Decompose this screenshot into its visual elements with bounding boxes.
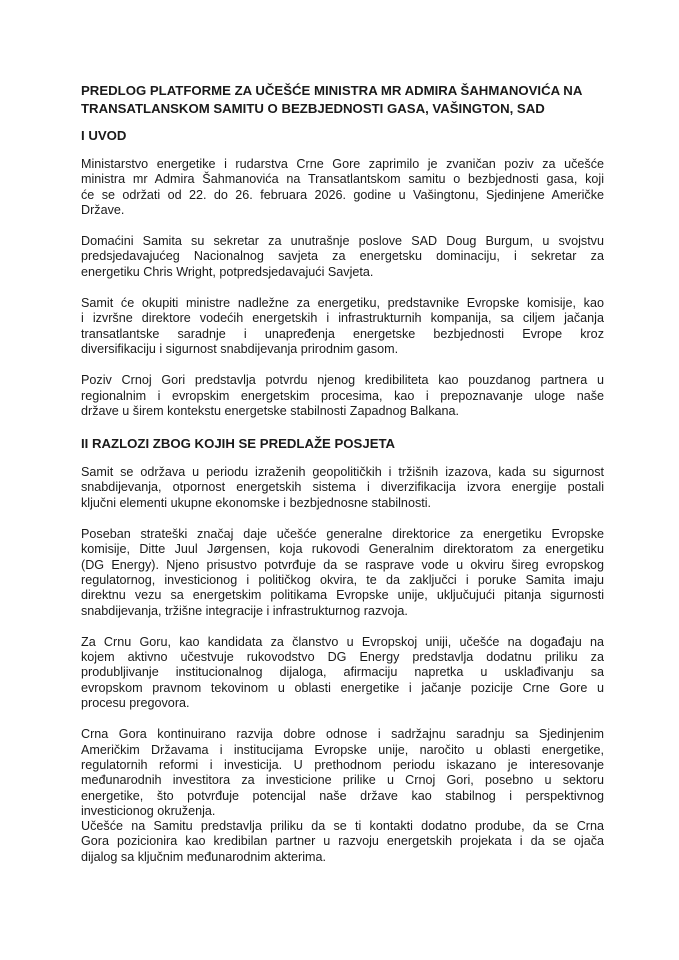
paragraph-line: i izvršne direktore vodećih energetskih i infrastrukturnih kompanija, sa ciljem jačanja [81, 311, 604, 326]
paragraph-line: Gora pozicionira kao kredibilan partner u razvoju energetskih projekata i da se ojača [81, 834, 604, 849]
paragraph-line: Samit će okupiti ministre nadležne za energetiku, predstavnike Evropske komisije, kao [81, 296, 604, 311]
paragraph-line: Ministarstvo energetike i rudarstva Crne Gore zaprimilo je zvaničan poziv za učešće [81, 157, 604, 171]
paragraph-line: komisije, Ditte Juul Jørgensen, koja rukovodi Generalnim direktoratom za energetiku [81, 542, 604, 557]
paragraph-line: ministra mr Admira Šahmanovića na Transatlantskom samitu o bezbjednosti gasa, koji [81, 172, 604, 187]
paragraph-line: investicionog okruženja. [81, 803, 216, 818]
paragraph [81, 635, 604, 711]
paragraph-line: Za Crnu Goru, kao kandidata za članstvo u Evropskoj uniji, učešće na događaju na [81, 634, 604, 649]
paragraph-line: Poseban strateški značaj daje učešće generalne direktorice za energetiku Evropske [81, 527, 604, 542]
paragraph-line: međunarodnih investitora za investicione prilike u Crnoj Gori, posebno u sektoru [81, 773, 604, 788]
paragraph [81, 727, 604, 819]
paragraph-line: Poziv Crnoj Gori predstavlja potvrdu njenog kredibiliteta kao pouzdanog partnera u [81, 373, 604, 388]
paragraph-line: regionalnim i evropskim energetskim procesima, kao i prepoznavanje uloge naše [81, 388, 604, 403]
paragraph-line: Samit se održava u periodu izraženih geopolitičkih i tržišnih izazova, kada su sigurnost [81, 465, 604, 480]
paragraph-line: snabdijevanja, tržišne integracije i infrastrukturnog razvoja. [81, 603, 408, 618]
paragraph-line: snabdijevanja, otpornost energetskih sistema i diverzifikacija izvora energije postali [81, 480, 604, 495]
paragraph [81, 296, 604, 357]
paragraph-line: diversifikaciju i sigurnost snabdijevanja prirodnim gasom. [81, 341, 399, 356]
paragraph-line: predsjedavajućeg Nacionalnog savjeta za energetsku dominaciju, i sekretar za [81, 249, 604, 264]
paragraph-line: Domaćini Samita su sekretar za unutrašnje poslove SAD Doug Burgum, u svojstvu [81, 234, 604, 249]
paragraph-line: produbljivanje institucionalnog dijaloga, afirmaciju napretka u usklađivanju sa [81, 665, 604, 680]
document-title [81, 82, 604, 117]
paragraph-line: procesu pregovora. [81, 696, 190, 711]
title-line: TRANSATLANSKOM SAMITU O BEZBJEDNOSTI GASA, VAŠINGTON, SAD [81, 100, 545, 116]
paragraph [81, 819, 604, 865]
paragraph [81, 373, 604, 419]
paragraph-line: Učešće na Samitu predstavlja priliku da se ti kontakti dodatno prodube, da se Crna [81, 819, 604, 834]
paragraph-line: države u širem kontekstu energetske stabilnosti Zapadnog Balkana. [81, 403, 460, 418]
paragraph-line: Crna Gora kontinuirano razvija dobre odnose i sadržajnu saradnju sa Sjedinjenim [81, 727, 604, 742]
title-line: PREDLOG PLATFORME ZA UČEŠĆE MINISTRA MR ADMIRA ŠAHMANOVIĆA NA [81, 83, 583, 98]
paragraph-line: (DG Energy). Njeno prisustvo potvrđuje da se rasprave vode u okviru šireg evropskog [81, 557, 604, 572]
paragraph-line: evropskom pravnom tekovinom u oblasti energetike i jačanje pozicije Crne Gore u [81, 680, 604, 695]
paragraph-line: regulatornih reformi i investicija. U prethodnom periodu iskazano je interesovanje [81, 757, 604, 772]
paragraph-line: Države. [81, 202, 125, 217]
paragraph-line: regulatornog, investicionog i političkog okvira, te da zaključci i poruke Samita imaju [81, 572, 604, 587]
paragraph [81, 527, 604, 619]
paragraph-line: kojem aktivno učestvuje rukovodstvo DG Energy predstavlja dodatnu priliku za [81, 650, 604, 665]
paragraph-line: transatlantske saradnje i unapređenja energetske bezbjednosti Evrope kroz [81, 326, 604, 341]
document-body [81, 127, 604, 865]
paragraph-line: energetike, što potvrđuje potencijal naše države kao stabilnog i perspektivnog [81, 788, 604, 803]
paragraph-line: direktnu vezu sa energetskim politikama Evropske unije, uključujući pitanja sigurnosti [81, 588, 604, 603]
paragraph-line: će se održati od 22. do 26. februara 2026. godine u Vašingtonu, Sjedinjene Američke [81, 187, 604, 202]
paragraph-line: dijalog sa ključnim međunarodnim akterima. [81, 849, 326, 864]
paragraph [81, 465, 604, 511]
section-heading: I UVOD [81, 128, 127, 143]
document-page [81, 82, 604, 881]
section-heading: II RAZLOZI ZBOG KOJIH SE PREDLAŽE POSJETA [81, 436, 396, 452]
paragraph [81, 157, 604, 218]
paragraph [81, 234, 604, 280]
paragraph-line: ključni elementi ukupne ekonomske i bezbjednosne stabilnosti. [81, 495, 432, 510]
paragraph-line: Američkim Državama i institucijama Evropske unije, naročito u oblasti energetike, [81, 742, 604, 757]
paragraph-line: energetiku Chris Wright, potpredsjedavajući Savjeta. [81, 264, 374, 279]
